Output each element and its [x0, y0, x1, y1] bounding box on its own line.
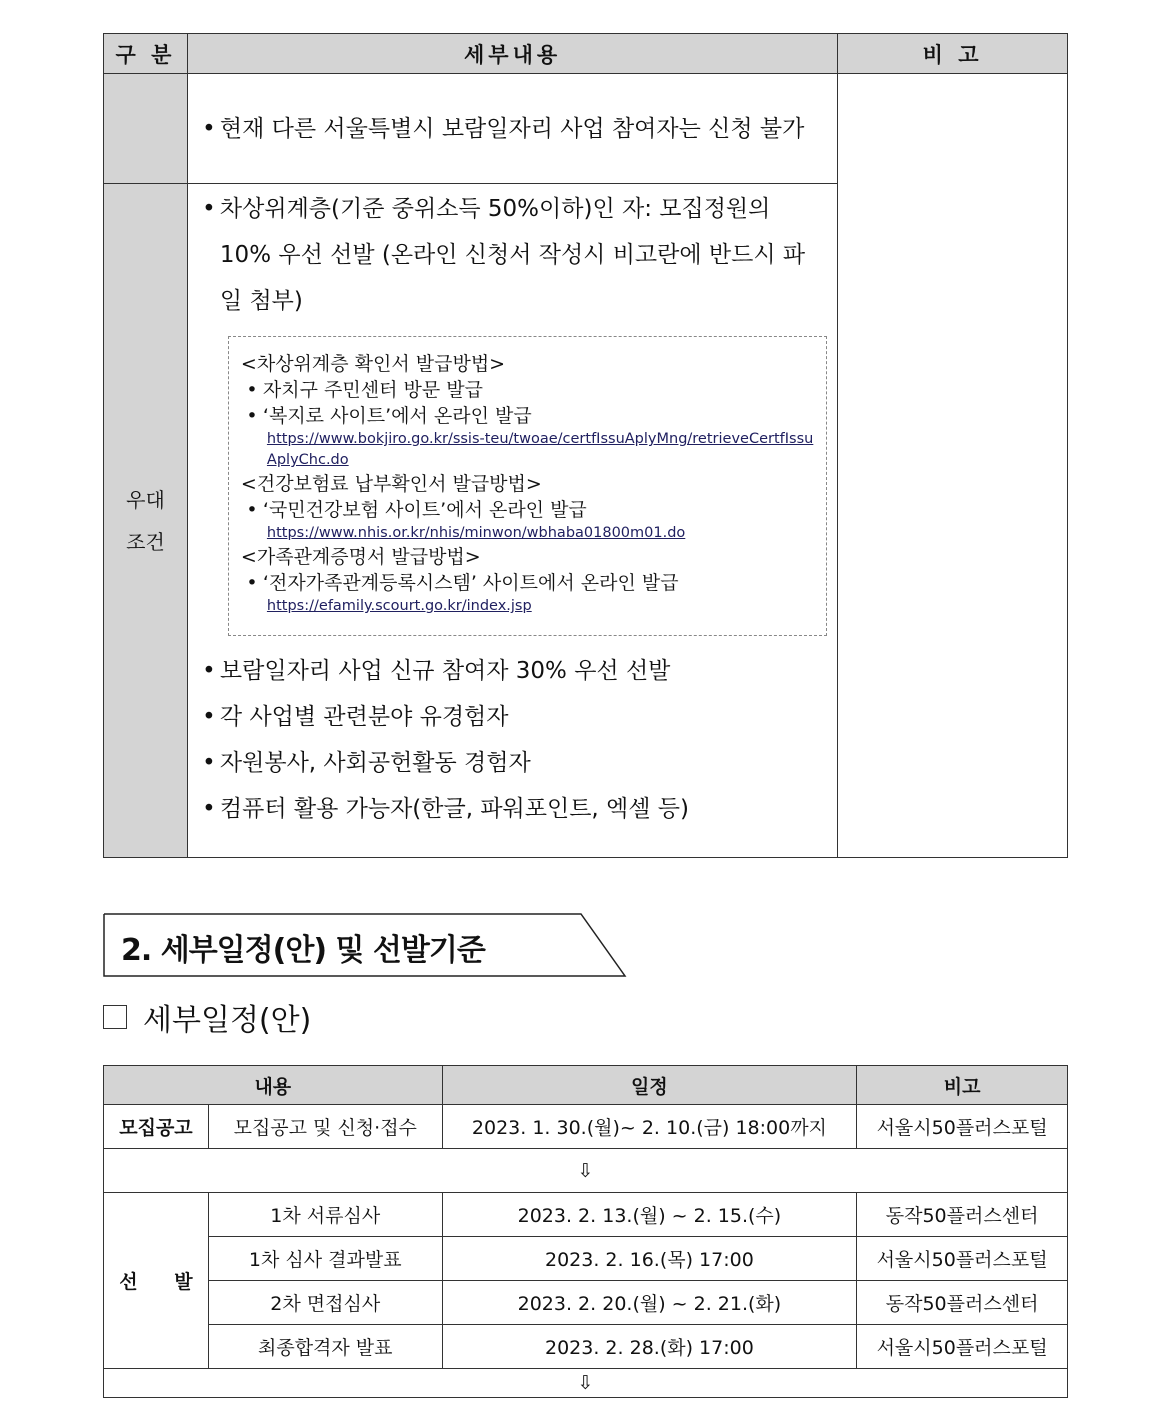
date-cell: 2023. 2. 13.(월) ~ 2. 15.(수) — [442, 1193, 857, 1237]
group-label: 선 발 — [104, 1193, 209, 1369]
header-category: 구 분 — [104, 34, 188, 74]
note-cell: 동작50플러스센터 — [857, 1193, 1068, 1237]
item-cell: 1차 심사 결과발표 — [208, 1237, 442, 1281]
box-item: ‘전자가족관계등록시스템’ 사이트에서 온라인 발급 — [262, 572, 679, 594]
header-content: 내용 — [104, 1066, 443, 1105]
header-note: 비 고 — [838, 34, 1068, 74]
bullet-text: 자원봉사, 사회공헌활동 경험자 — [219, 750, 531, 776]
bullet-text: 컴퓨터 활용 가능자(한글, 파워포인트, 엑셀 등) — [219, 796, 689, 822]
date-cell: 2023. 2. 20.(월) ~ 2. 21.(화) — [442, 1281, 857, 1325]
box-heading: <차상위계층 확인서 발급방법> — [240, 353, 506, 375]
table-row — [104, 1325, 1068, 1369]
box-heading: <건강보험료 납부확인서 발급방법> — [240, 473, 542, 495]
bullet-text: 각 사업별 관련분야 유경험자 — [219, 704, 509, 730]
bokjiro-link[interactable]: https://www.bokjiro.go.kr/ssis-teu/twoae/certfIssuAplyMng/retrieveCertfIssuAplyChc.do — [266, 431, 814, 468]
date-cell: 2023. 1. 30.(월)~ 2. 10.(금) 18:00까지 — [442, 1105, 857, 1149]
header-details: 세부내용 — [187, 34, 837, 74]
note-cell: 서울시50플러스포털 — [857, 1237, 1068, 1281]
table-row — [104, 1237, 1068, 1281]
label-line: 우대 — [126, 487, 165, 512]
header-schedule: 일정 — [442, 1066, 857, 1105]
row-label-empty — [104, 74, 188, 184]
table-row — [104, 1193, 1068, 1237]
subsection-title: 세부일정(안) — [143, 1003, 312, 1038]
conditions-table — [103, 33, 1068, 858]
checkbox-icon — [103, 1005, 127, 1029]
preference-details: • 차상위계층(기준 중위소득 50%이하)인 자: 모집정원의 10% 우선 선발 (온라인 신청서 작성시 비고란에 반드시 파일 첨부) <차상위계층 확인서 발급방법> • 자치구 주민센터 방문 발급 • ‘복지로 사이트’에서 온라인 발급 https://www.bokjiro.go.kr/ssis-teu/twoae/certfIssuAplyMng/retrieveCertfIssuAplyChc.do <건강보험료 납부확인서 발급방법> • ‘국민건강보험 사이트’에서 온라인 발급 https://www.nhis.or.kr/nhis/minwon/wbhaba01800m01.do <가족관계증명서 발급방법> • ‘전자가족관계등록시스템’ 사이트에서 온라인 발급 https://efamily.scourt.go.kr/index.jsp • 보람일자리 사업 신규 참여자 30% 우선 선발 • 각 사업별 관련분야 유경험자 • 자원봉사, 사회공헌활동 경험자 • 컴퓨터 활용 가능자(한글, 파워포인트, 엑셀 등) — [187, 184, 837, 858]
note-cell: 동작50플러스센터 — [857, 1281, 1068, 1325]
note-cell — [838, 74, 1068, 858]
bullet-text: 보람일자리 사업 신규 참여자 30% 우선 선발 — [219, 658, 671, 684]
arrow-down-icon: ⇩ — [104, 1369, 1068, 1398]
date-cell: 2023. 2. 28.(화) 17:00 — [442, 1325, 857, 1369]
group-label: 모집공고 — [104, 1105, 209, 1149]
section-title: 2. 세부일정(안) 및 선발기준 — [121, 933, 485, 968]
label-line: 조건 — [126, 529, 165, 554]
bullet-text: 현재 다른 서울특별시 보람일자리 사업 참여자는 신청 불가 — [219, 115, 805, 142]
note-cell: 서울시50플러스포털 — [857, 1325, 1068, 1369]
date-cell: 2023. 2. 16.(목) 17:00 — [442, 1237, 857, 1281]
table-row — [104, 1105, 1068, 1149]
header-note: 비고 — [857, 1066, 1068, 1105]
issuance-info-box: <차상위계층 확인서 발급방법> • 자치구 주민센터 방문 발급 • ‘복지로 사이트’에서 온라인 발급 https://www.bokjiro.go.kr/ssis-teu/twoae/certfIssuAplyMng/retrieveCertfIssuAplyChc.do <건강보험료 납부확인서 발급방법> • ‘국민건강보험 사이트’에서 온라인 발급 https://www.nhis.or.kr/nhis/minwon/wbhaba01800m01.do <가족관계증명서 발급방법> • ‘전자가족관계등록시스템’ 사이트에서 온라인 발급 https://efamily.scourt.go.kr/index.jsp — [228, 336, 827, 636]
item-cell: 1차 서류심사 — [208, 1193, 442, 1237]
subsection-heading — [103, 995, 311, 1039]
bullet-text: 차상위계층(기준 중위소득 50%이하)인 자: 모집정원의 10% 우선 선발 (온라인 신청서 작성시 비고란에 반드시 파일 첨부) — [219, 196, 806, 314]
box-item: ‘국민건강보험 사이트’에서 온라인 발급 — [262, 499, 587, 521]
section-heading — [103, 913, 625, 977]
details-cell: • 현재 다른 서울특별시 보람일자리 사업 참여자는 신청 불가 — [187, 74, 837, 184]
box-item: ‘복지로 사이트’에서 온라인 발급 — [262, 405, 532, 427]
schedule-table — [103, 1065, 1068, 1398]
efamily-link[interactable]: https://efamily.scourt.go.kr/index.jsp — [266, 598, 532, 614]
note-cell: 서울시50플러스포털 — [857, 1105, 1068, 1149]
item-cell: 모집공고 및 신청·접수 — [208, 1105, 442, 1149]
arrow-down-icon: ⇩ — [104, 1149, 1068, 1193]
box-heading: <가족관계증명서 발급방법> — [240, 546, 481, 568]
box-item: 자치구 주민센터 방문 발급 — [262, 379, 483, 401]
item-cell: 최종합격자 발표 — [208, 1325, 442, 1369]
table-row — [104, 1281, 1068, 1325]
preference-label — [104, 184, 188, 858]
nhis-link[interactable]: https://www.nhis.or.kr/nhis/minwon/wbhaba01800m01.do — [266, 525, 686, 541]
item-cell: 2차 면접심사 — [208, 1281, 442, 1325]
